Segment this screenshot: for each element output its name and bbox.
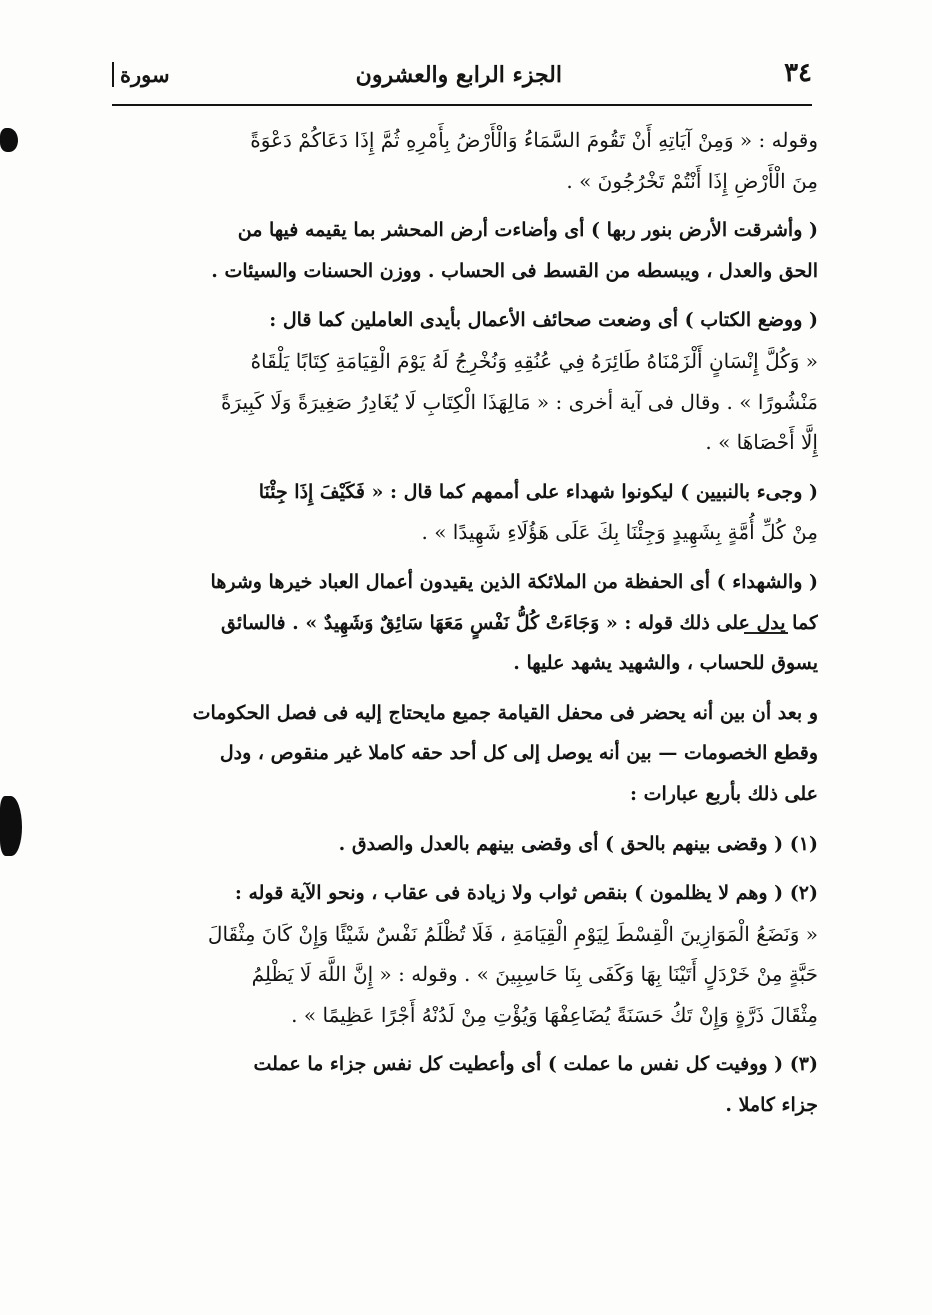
text-line: ( وجىء بالنبيين ) ليكونوا شهداء على أممهم كما قال : « فَكَيْفَ إِذَا جِئْنَا: [258, 480, 818, 503]
text-line: يسوق للحساب ، والشهيد يشهد عليها .: [513, 652, 818, 675]
page-number: ٣٤: [784, 58, 812, 88]
running-head-title: الجزء الرابع والعشرون: [355, 62, 562, 88]
header-rule: [112, 104, 812, 106]
text-line: ( والشهداء ) أى الحفظة من الملائكة الذين يقيدون أعمال العباد خيرها وشرها: [210, 570, 818, 593]
text-line: على ذلك بأربع عبارات :: [629, 782, 818, 805]
body-text: [118, 120, 818, 1135]
paragraph: [118, 873, 818, 1035]
text-line: كما يدل على ذلك قوله : « وَجَاءَتْ كُلُّ نَفْسٍ مَعَهَا سَائِقٌ وَشَهِيدٌ » . فالسائق: [221, 611, 818, 634]
text-line: الحق والعدل ، ويبسطه من القسط فى الحساب . ووزن الحسنات والسيئات .: [211, 259, 818, 282]
surah-label: سورة: [112, 62, 170, 87]
ink-blot-top: [0, 128, 18, 152]
quran-verse-line: إِلَّا أَحْصَاهَا » .: [705, 430, 818, 455]
paragraph: [118, 1044, 818, 1125]
text-line: ( ووضع الكتاب ) أى وضعت صحائف الأعمال بأيدى العاملين كما قال :: [269, 309, 818, 332]
text-line: وقطع الخصومات — بين أنه يوصل إلى كل أحد حقه كاملا غير منقوص ، ودل: [219, 742, 818, 765]
paragraph: [118, 824, 818, 865]
quran-verse-line: مِنَ الْأَرْضِ إِذَا أَنْتُمْ تَخْرُجُونَ » .: [566, 168, 818, 193]
text-line: (١) ( وقضى بينهم بالحق ) أى وقضى بينهم بالعدل والصدق .: [338, 832, 818, 855]
quran-verse-line: وقوله : « وَمِنْ آيَاتِهِ أَنْ تَقُومَ السَّمَاءُ وَالْأَرْضُ بِأَمْرِهِ ثُمَّ إِذَا دَعَاكُمْ دَعْوَةً: [250, 128, 818, 152]
quran-verse-line: مَنْشُورًا » . وقال فى آية أخرى : « مَالِهَذَا الْكِتَابِ لَا يُغَادِرُ صَغِيرَةً وَلَا كَبِيرَةً: [220, 389, 818, 414]
paragraph: [118, 693, 818, 815]
text-line: و بعد أن بين أنه يحضر فى محفل القيامة جميع مايحتاج إليه فى فصل الحكومات: [192, 701, 818, 724]
margin-dash: [744, 632, 788, 634]
paragraph: [118, 300, 818, 462]
text-line: (٣) ( ووفيت كل نفس ما عملت ) أى وأعطيت كل نفس جزاء ما عملت: [253, 1053, 818, 1076]
quran-verse-line: « وَنَضَعُ الْمَوَازِينَ الْقِسْطَ لِيَوْمِ الْقِيَامَةِ ، فَلَا تُظْلَمُ نَفْسٌ شَيْئًا وَإِنْ كَانَ مِثْقَالَ: [207, 921, 818, 946]
quran-verse-line: مِثْقَالَ ذَرَّةٍ وَإِنْ تَكُ حَسَنَةً يُضَاعِفْهَا وَيُؤْتِ مِنْ لَدُنْهُ أَجْرًا عَظِيمًا » .: [291, 1002, 818, 1027]
ink-blot-middle: [0, 796, 22, 856]
running-head: [112, 56, 812, 102]
quran-verse-line: « وَكُلَّ إِنْسَانٍ أَلْزَمْنَاهُ طَائِرَهُ فِي عُنُقِهِ وَنُخْرِجُ لَهُ يَوْمَ الْقِيَامَةِ كِتَابًا يَلْقَاهُ: [250, 348, 818, 373]
text-line: جزاء كاملا .: [725, 1094, 818, 1117]
paragraph: [118, 562, 818, 684]
quran-verse-line: مِنْ كُلِّ أُمَّةٍ بِشَهِيدٍ وَجِئْنَا بِكَ عَلَى هَؤُلَاءِ شَهِيدًا » .: [421, 520, 818, 545]
quran-verse-line: حَبَّةٍ مِنْ خَرْدَلٍ أَتَيْنَا بِهَا وَكَفَى بِنَا حَاسِبِينَ » . وقوله : « إِنَّ اللَّهَ لَا يَظْلِمُ: [251, 962, 818, 987]
paragraph: [118, 120, 818, 201]
paragraph: [118, 210, 818, 291]
paragraph: [118, 472, 818, 553]
text-line: ( وأشرقت الأرض بنور ربها ) أى وأضاءت أرض المحشر بما يقيمه فيها من: [237, 219, 818, 242]
text-line: (٢) ( وهم لا يظلمون ) بنقص ثواب ولا زيادة فى عقاب ، ونحو الآية قوله :: [234, 882, 818, 905]
